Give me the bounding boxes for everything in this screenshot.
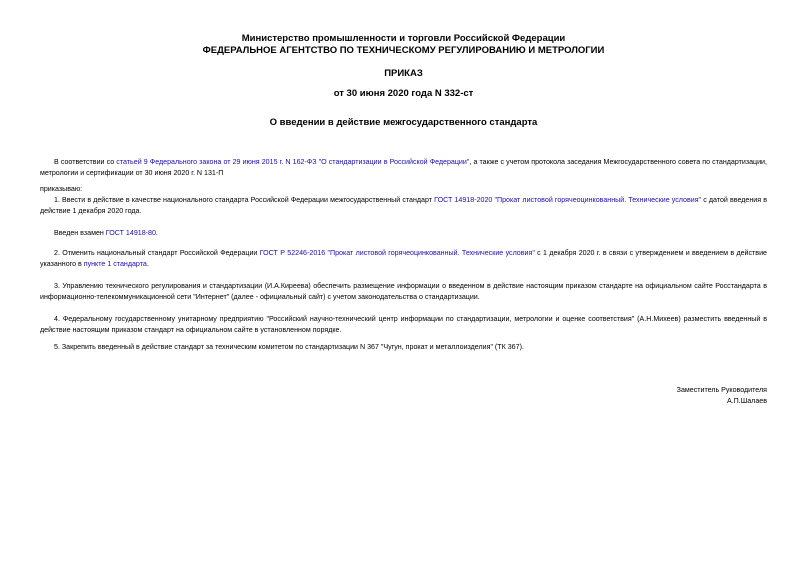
agency-name: ФЕДЕРАЛЬНОЕ АГЕНТСТВО ПО ТЕХНИЧЕСКОМУ РЕГУЛИРОВАНИЮ И МЕТРОЛОГИИ xyxy=(202,45,605,56)
replaced-text-post: . xyxy=(155,229,158,237)
item-2-text-pre: 2. Отменить национальный стандарт Российской Федерации xyxy=(54,249,260,257)
item-3-paragraph: 3. Управлению технического регулирования и стандартизации (И.А.Киреева) обеспечить размещение информации о введенном в действие настоящим приказом стандарте на официальном сайте Росстандарта в информационно-телекоммуникационной сети "Интернет" (далее - официальный сайт) с учетом законодательства о стандартизации. xyxy=(40,282,767,301)
replaced-paragraph xyxy=(40,228,767,239)
item-2-text-post: . xyxy=(146,260,149,268)
preamble-text-pre: В соответствии со xyxy=(54,158,117,166)
gost-14918-2020-link[interactable]: ГОСТ 14918-2020 "Прокат листовой горячеоцинкованный. Технические условия" xyxy=(434,196,702,204)
signatory-name: А.П.Шалаев xyxy=(726,397,767,405)
federal-law-link[interactable]: статьей 9 Федерального закона от 29 июня 2015 г. N 162-ФЗ "О стандартизации в Российской Федерации" xyxy=(116,158,470,166)
ministry-name: Министерство промышленности и торговли Российской Федерации xyxy=(241,33,566,44)
order-word: приказываю: xyxy=(40,185,83,193)
item-5-paragraph: 5. Закрепить введенный в действие стандарт за техническим комитетом по стандартизации N 367 "Чугун, прокат и металлоизделия" (ТК 367). xyxy=(54,343,524,351)
item-4-paragraph: 4. Федеральному государственному унитарному предприятию "Российский научно-технический центр информации по стандартизации, метрологии и оценке соответствия" (А.Н.Михеев) разместить введенный в действие настоящим приказом стандарт на официальном сайте в установленном порядке. xyxy=(40,315,767,334)
replaced-text-pre: Введен взамен xyxy=(54,229,106,237)
gost-14918-80-link[interactable]: ГОСТ 14918-80 xyxy=(105,229,156,237)
preamble-paragraph xyxy=(40,157,767,179)
document-subject: О введении в действие межгосударственного стандарта xyxy=(269,117,538,128)
preamble-text-post: , а также с учетом протокола заседания Межгосударственного совета по стандартизации, метрологии и сертификации от 30 июня 2020 г. N 131-П xyxy=(40,158,767,177)
item-1-reference-link[interactable]: пункте 1 стандарта xyxy=(83,260,147,268)
item-1-paragraph xyxy=(40,195,767,217)
item-2-text-mid: с 1 декабря 2020 г. в связи с утверждением и введением в действие указанного в xyxy=(40,249,767,268)
signatory-position: Заместитель Руководителя xyxy=(676,386,767,394)
item-2-paragraph xyxy=(40,248,767,270)
document-date-number: от 30 июня 2020 года N 332-ст xyxy=(333,88,474,99)
item-1-text-post: с датой введения в действие 1 декабря 2020 года. xyxy=(40,196,767,215)
item-1-text-pre: 1. Ввести в действие в качестве национального стандарта Российской Федерации межгосударственный стандарт xyxy=(54,196,435,204)
document-type: ПРИКАЗ xyxy=(384,68,423,79)
gost-r-52246-2016-link[interactable]: ГОСТ Р 52246-2016 "Прокат листовой горячеоцинкованный. Технические условия" xyxy=(259,249,535,257)
